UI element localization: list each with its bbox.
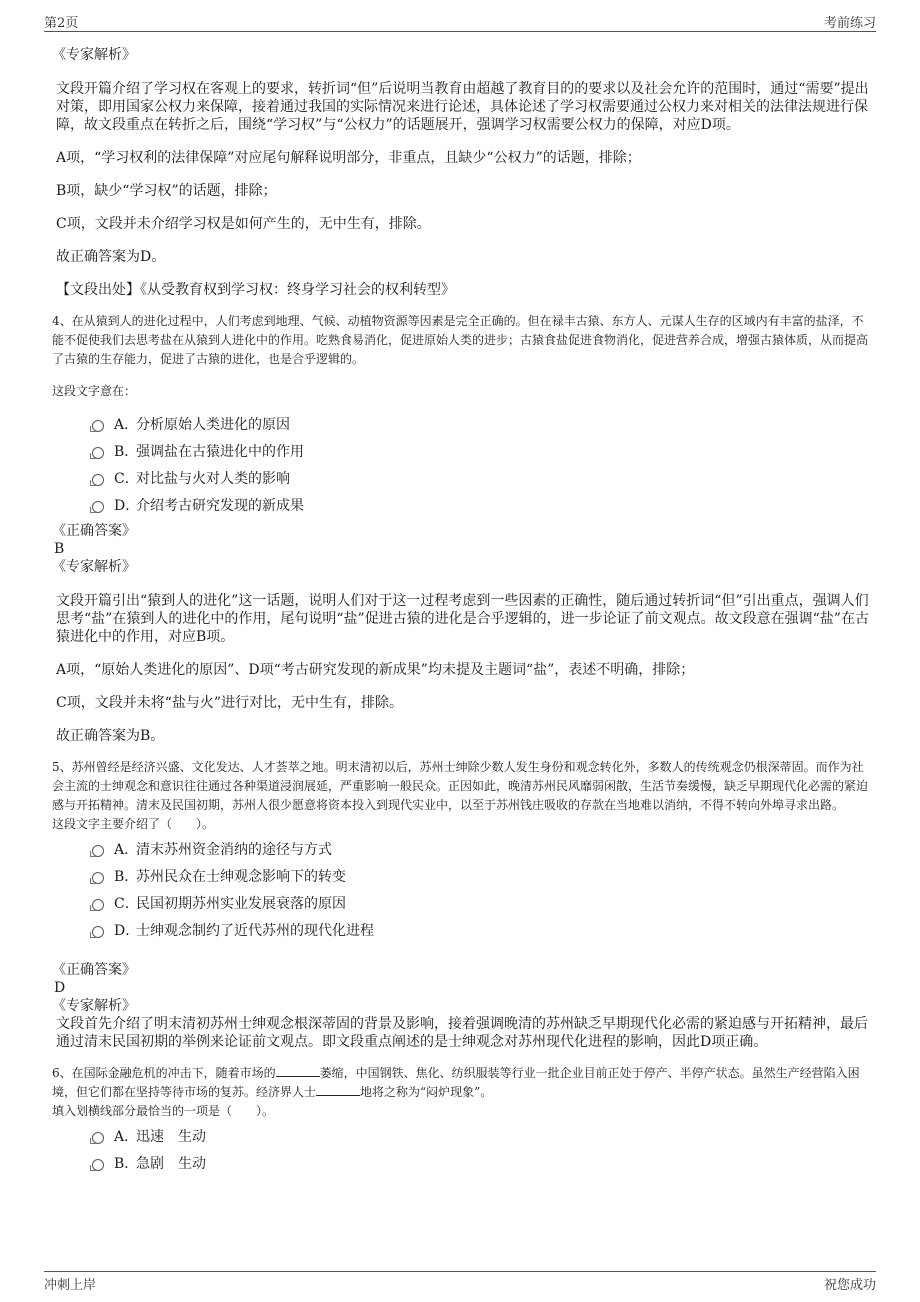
option-a[interactable]: A．分析原始人类进化的原因 [52, 412, 872, 439]
radio-icon[interactable] [92, 501, 104, 513]
analysis-tag: 《专家解析》 [52, 559, 136, 575]
blank-2 [316, 1083, 360, 1096]
radio-icon[interactable] [92, 420, 104, 432]
radio-icon[interactable] [92, 845, 104, 857]
radio-icon[interactable] [92, 447, 104, 459]
header-title: 考前练习 [823, 16, 876, 31]
option-d[interactable]: D．士绅观念制约了近代苏州的现代化进程 [52, 918, 872, 945]
correct-answer: B [54, 541, 65, 557]
question-6-text: 6、在国际金融危机的冲击下，随着市场的 萎缩，中国钢铁、焦化、纺织服装等行业一批企业目前正处于停产、半停产状态。虽然生产经营陷入困境，但它们都在坚持等待市场的复苏。经济界人士 地将之称为“闷炉现象”。 [52, 1066, 860, 1099]
radio-icon[interactable] [92, 1159, 104, 1171]
footer-right-text: 祝您成功 [823, 1278, 876, 1293]
correct-answer: D [54, 980, 66, 996]
analysis-option-b: B项，缺少“学习权”的话题，排除； [56, 183, 277, 199]
footer-left-text: 冲刺上岸 [44, 1278, 97, 1293]
question-4-text: 4、在从猿到人的进化过程中，人们考虑到地理、气候、动植物资源等因素是完全正确的。但在禄丰古猿、东方人、元谋人生存的区域内有丰富的盐泽，不能不促使我们去思考盐在从猿到人进化中的作用。吃熟食易消化，促进原始人类的进步；古猿食盐促进食物消化，促进营养合成，增强古猿体质，从而提高了古猿的生存能力，促进了古猿的进化，也是合乎逻辑的。 [52, 314, 869, 366]
option-b[interactable]: B．急剧 生动 [52, 1151, 872, 1178]
source-citation: 【文段出处】《从受教育权到学习权：终身学习社会的权利转型》 [56, 282, 455, 298]
question-5-options [52, 837, 872, 945]
radio-icon[interactable] [92, 474, 104, 486]
option-a[interactable]: A．迅速 生动 [52, 1124, 872, 1151]
analysis-option-c: C项，文段并未将“盐与火”进行对比，无中生有，排除。 [56, 695, 404, 711]
document-body [52, 42, 872, 1178]
question-5-text: 5、苏州曾经是经济兴盛、文化发达、人才荟萃之地。明末清初以后，苏州士绅除少数人发生身份和观念转化外，多数人的传统观念仍根深蒂固。而作为社会主流的士绅观念和意识往往通过各种渠道浸润展延，严重影响一般民众。正因如此，晚清苏州民风靡弱闲散，生活节奏缓慢，缺乏早期现代化必需的紧迫感与开拓精神。清末及民国初期，苏州人很少愿意将资本投入到现代实业中，以至于苏州钱庄吸收的存款在当地难以消纳，不得不转向外埠寻求出路。 [52, 760, 869, 812]
answer-tag: 《正确答案》 [52, 523, 136, 539]
question-6-stem: 填入划横线部分最恰当的一项是（ ）。 [52, 1104, 275, 1118]
option-c[interactable]: C．对比盐与火对人类的影响 [52, 466, 872, 493]
page-header [44, 12, 876, 30]
analysis-tag: 《专家解析》 [52, 998, 136, 1014]
analysis-option-a: A项，“原始人类进化的原因”、D项“考古研究发现的新成果”均未提及主题词“盐”，表述不明确，排除； [56, 662, 695, 678]
analysis-conclusion: 故正确答案为D。 [56, 249, 166, 265]
question-5-stem: 这段文字主要介绍了（ ）。 [52, 817, 215, 831]
radio-icon[interactable] [92, 926, 104, 938]
footer-divider [44, 1271, 876, 1272]
analysis-text: 文段开篇引出“猿到人的进化”这一话题，说明人们对于这一过程考虑到一些因素的正确性，随后通过转折词“但”引出重点，强调人们思考“盐”在猿到人的进化中的作用，尾句说明“盐”促进古猿的进化是合乎逻辑的，进一步论证了前文观点。故文段意在强调“盐”在古猿进化中的作用，对应B项。 [56, 593, 869, 645]
analysis-tag: 《专家解析》 [52, 47, 136, 63]
option-b[interactable]: B．苏州民众在士绅观念影响下的转变 [52, 864, 872, 891]
option-b[interactable]: B．强调盐在古猿进化中的作用 [52, 439, 872, 466]
option-d[interactable]: D．介绍考古研究发现的新成果 [52, 493, 872, 520]
option-c[interactable]: C．民国初期苏州实业发展衰落的原因 [52, 891, 872, 918]
analysis-conclusion: 故正确答案为B。 [56, 728, 165, 744]
radio-icon[interactable] [92, 872, 104, 884]
question-6-options [52, 1124, 872, 1178]
analysis-text: 文段首先介绍了明末清初苏州士绅观念根深蒂固的背景及影响，接着强调晚清的苏州缺乏早期现代化必需的紧迫感与开拓精神，最后通过清末民国初期的举例来论证前文观点。即文段重点阐述的是士绅观念对苏州现代化进程的影响，因此D项正确。 [56, 1016, 868, 1050]
header-divider [44, 31, 876, 32]
blank-1 [276, 1064, 320, 1077]
question-4-options [52, 412, 872, 520]
analysis-option-a: A项，“学习权利的法律保障”对应尾句解释说明部分，非重点，且缺少“公权力”的话题，排除； [56, 150, 641, 166]
page-footer [44, 1274, 876, 1292]
analysis-text: 文段开篇介绍了学习权在客观上的要求，转折词“但”后说明当教育由超越了教育目的的要求以及社会允许的范围时，通过“需要”提出对策，即用国家公权力来保障，接着通过我国的实际情况来进行论述，具体论述了学习权需要通过公权力来对相关的法律法规进行保障，故文段重点在转折之后，围绕“学习权”与“公权力”的话题展开，强调学习权需要公权力的保障，对应D项。 [56, 81, 869, 133]
radio-icon[interactable] [92, 899, 104, 911]
answer-tag: 《正确答案》 [52, 962, 136, 978]
analysis-option-c: C项，文段并未介绍学习权是如何产生的，无中生有，排除。 [56, 216, 431, 232]
radio-icon[interactable] [92, 1132, 104, 1144]
question-4-stem: 这段文字意在： [52, 384, 137, 398]
option-a[interactable]: A．清末苏州资金消纳的途径与方式 [52, 837, 872, 864]
page-number: 第2页 [44, 16, 79, 31]
